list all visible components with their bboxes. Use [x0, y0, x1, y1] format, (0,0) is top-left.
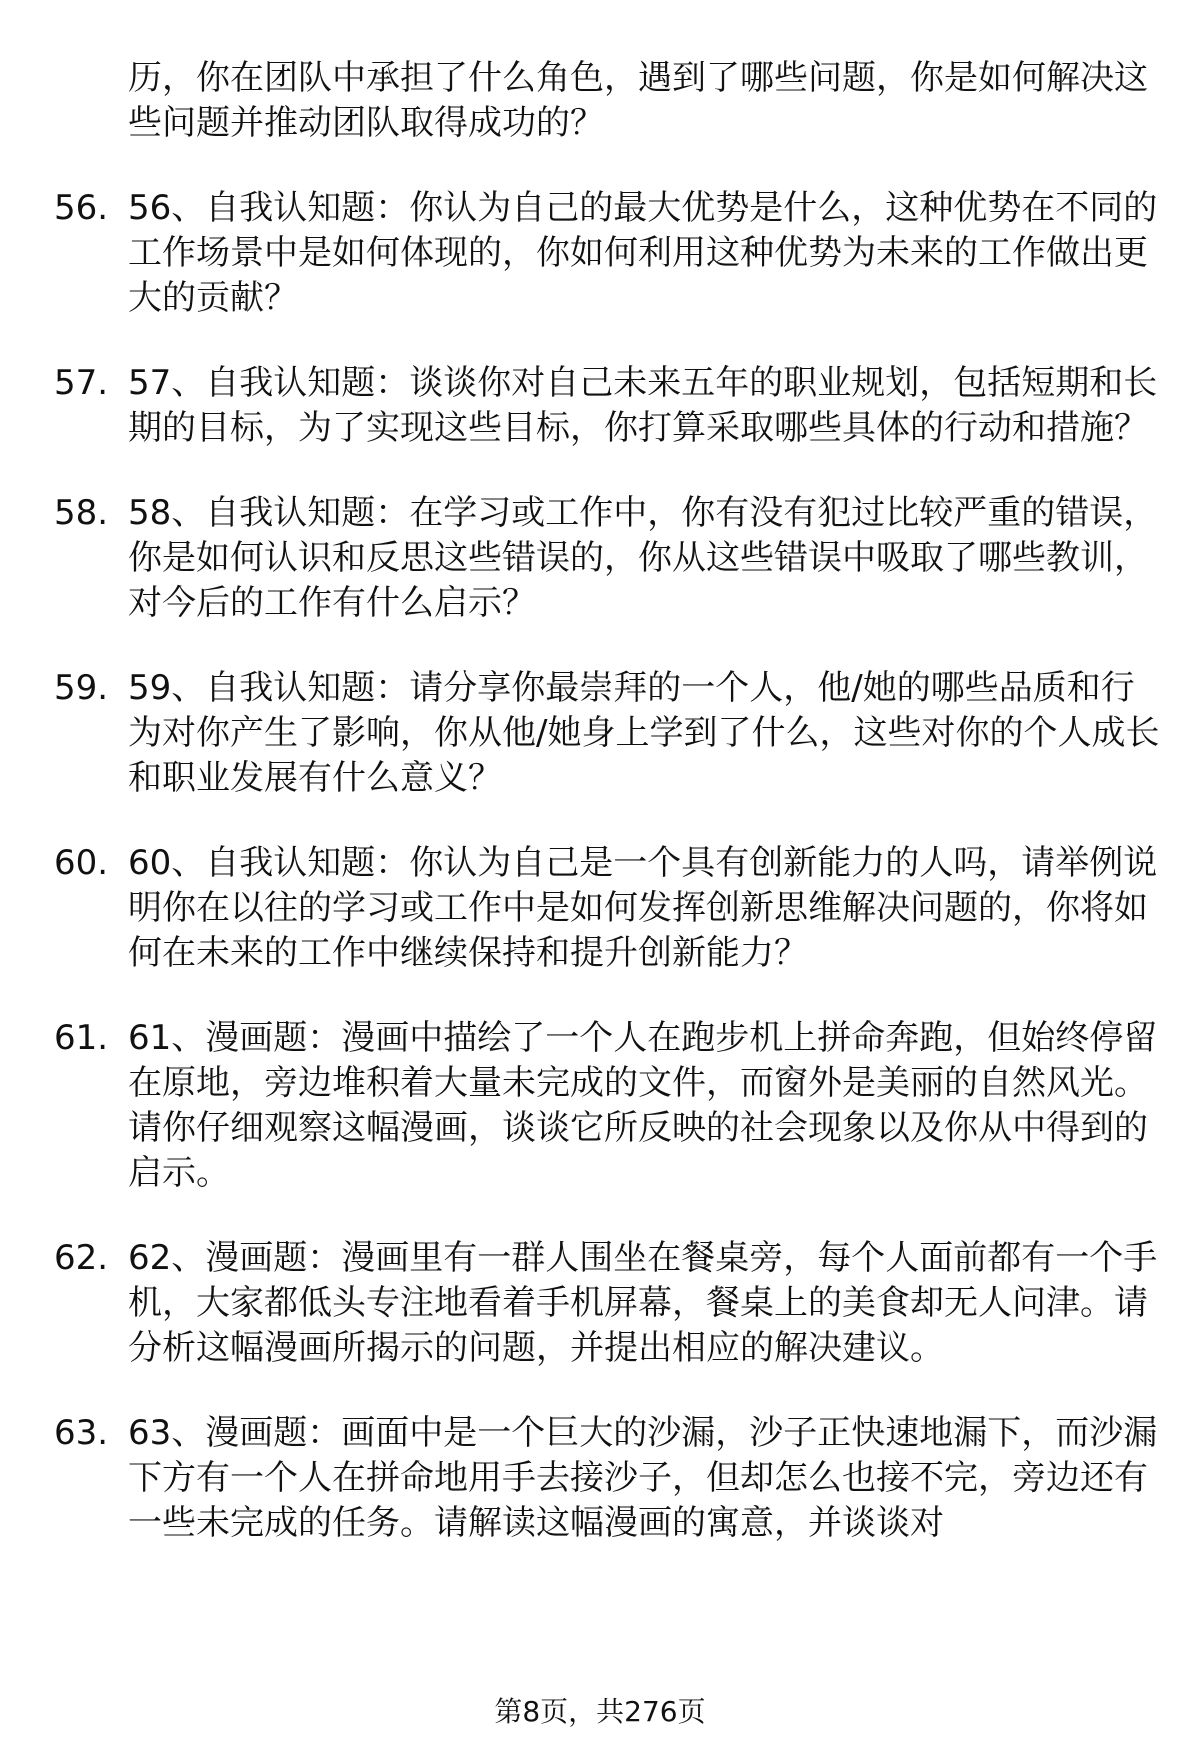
list-item: [0, 841, 1200, 976]
item-number: 56.: [54, 188, 109, 228]
item-text: 62、漫画题：漫画里有一群人围坐在餐桌旁，每个人面前都有一个手机，大家都低头专注地看着手机屏幕，餐桌上的美食却无人问津。请分析这幅漫画所揭示的问题，并提出相应的解决建议。: [128, 1238, 1158, 1368]
item-number: 59.: [54, 668, 109, 708]
item-number: 57.: [54, 363, 109, 403]
list-item: [0, 491, 1200, 626]
item-number: 60.: [54, 843, 109, 883]
item-text: 历，你在团队中承担了什么角色，遇到了哪些问题，你是如何解决这些问题并推动团队取得成功的？: [128, 58, 1148, 143]
item-text: 60、自我认知题：你认为自己是一个具有创新能力的人吗，请举例说明你在以往的学习或工作中是如何发挥创新思维解决问题的，你将如何在未来的工作中继续保持和提升创新能力？: [128, 843, 1158, 973]
item-number: 63.: [54, 1413, 109, 1453]
item-number: 61.: [54, 1018, 109, 1058]
item-number: 58.: [54, 493, 109, 533]
list-item: [0, 361, 1200, 451]
list-item: [0, 56, 1200, 146]
item-text: 56、自我认知题：你认为自己的最大优势是什么，这种优势在不同的工作场景中是如何体现的，你如何利用这种优势为未来的工作做出更大的贡献？: [128, 188, 1158, 318]
item-text: 58、自我认知题：在学习或工作中，你有没有犯过比较严重的错误，你是如何认识和反思这些错误的，你从这些错误中吸取了哪些教训，对今后的工作有什么启示？: [128, 493, 1158, 623]
page-footer: 第8页，共276页: [494, 1695, 706, 1728]
item-number: 62.: [54, 1238, 109, 1278]
item-text: 59、自我认知题：请分享你最崇拜的一个人，他/她的哪些品质和行为对你产生了影响，你从他/她身上学到了什么，这些对你的个人成长和职业发展有什么意义？: [128, 668, 1160, 798]
list-item: [0, 1236, 1200, 1371]
list-item: [0, 666, 1200, 801]
item-text: 63、漫画题：画面中是一个巨大的沙漏，沙子正快速地漏下，而沙漏下方有一个人在拼命地用手去接沙子，但却怎么也接不完，旁边还有一些未完成的任务。请解读这幅漫画的寓意，并谈谈对: [128, 1413, 1158, 1543]
list-item: [0, 186, 1200, 321]
question-list: [0, 56, 1200, 1586]
item-text: 57、自我认知题：谈谈你对自己未来五年的职业规划，包括短期和长期的目标，为了实现这些目标，你打算采取哪些具体的行动和措施？: [128, 363, 1158, 448]
item-text: 61、漫画题：漫画中描绘了一个人在跑步机上拼命奔跑，但始终停留在原地，旁边堆积着大量未完成的文件，而窗外是美丽的自然风光。请你仔细观察这幅漫画，谈谈它所反映的社会现象以及你从中得到的启示。: [128, 1018, 1158, 1193]
list-item: [0, 1016, 1200, 1196]
list-item: [0, 1411, 1200, 1546]
